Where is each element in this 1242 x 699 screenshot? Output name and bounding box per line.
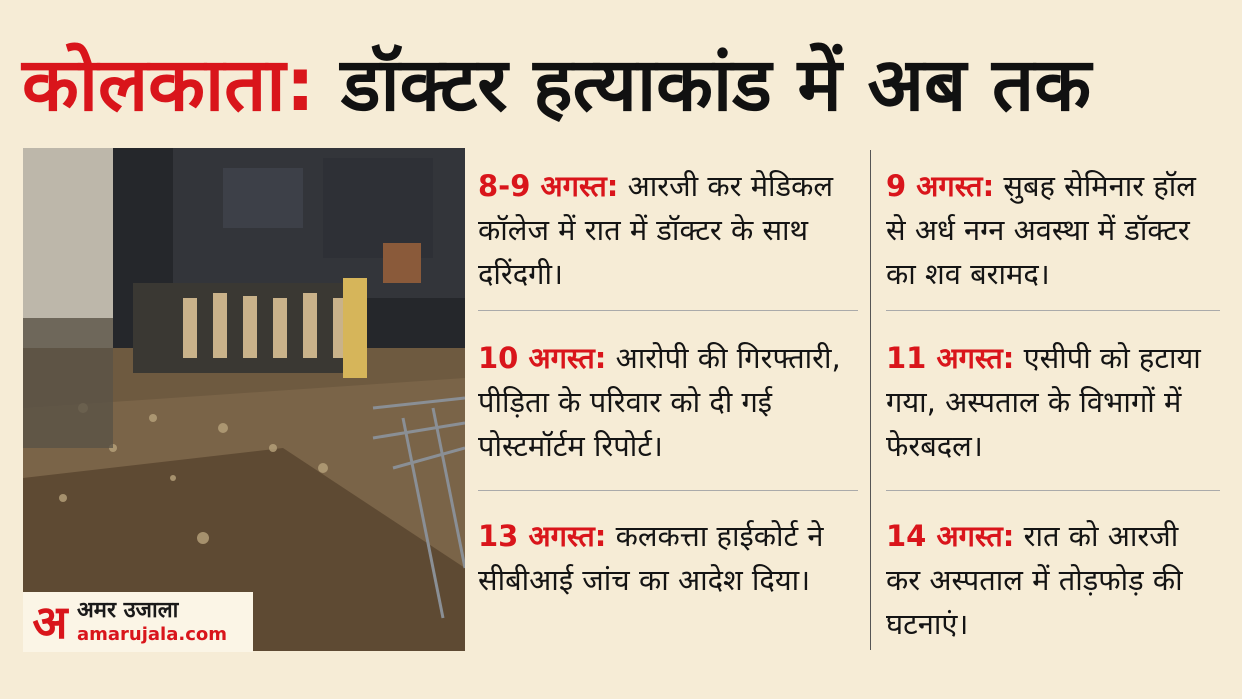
brand-name: अमर उजाला xyxy=(77,598,179,623)
entry-divider xyxy=(886,310,1220,311)
entry-date: 8-9 अगस्त: xyxy=(478,169,619,203)
entry-date: 9 अगस्त: xyxy=(886,169,995,203)
timeline-entry xyxy=(886,514,1220,646)
timeline-right-column xyxy=(886,148,1220,651)
news-photo xyxy=(23,148,465,651)
entry-date: 11 अगस्त: xyxy=(886,341,1015,375)
brand-mark-icon: अ xyxy=(32,595,68,649)
entry-divider xyxy=(478,490,858,491)
entry-text: कलकत्ता हाईकोर्ट ने सीबीआई जांच का आदेश दिया। xyxy=(478,519,824,597)
headline-city: कोलकाता: xyxy=(22,42,316,128)
timeline-entry xyxy=(478,336,858,468)
brand-logo xyxy=(23,592,253,652)
entry-date: 10 अगस्त: xyxy=(478,341,607,375)
entry-text: आरोपी की गिरफ्तारी, पीड़िता के परिवार को दी गई पोस्टमॉर्टम रिपोर्ट। xyxy=(478,341,841,463)
vandalism-scene-image xyxy=(23,148,465,651)
entry-text: रात को आरजी कर अस्पताल में तोड़फोड़ की घटनाएं। xyxy=(886,519,1183,641)
headline xyxy=(22,30,1222,140)
timeline-entry xyxy=(478,164,858,296)
timeline-entry xyxy=(886,164,1220,296)
timeline-entry xyxy=(886,336,1220,468)
entry-divider xyxy=(886,490,1220,491)
entry-divider xyxy=(478,310,858,311)
entry-text: आरजी कर मेडिकल कॉलेज में रात में डॉक्टर के साथ दरिंदगी। xyxy=(478,169,834,291)
entry-text: एसीपी को हटाया गया, अस्पताल के विभागों में फेरबदल। xyxy=(886,341,1201,463)
entry-date: 14 अगस्त: xyxy=(886,519,1015,553)
brand-url: amarujala.com xyxy=(77,624,228,645)
entry-date: 13 अगस्त: xyxy=(478,519,607,553)
headline-rest: डॉक्टर हत्याकांड में अब तक xyxy=(315,42,1092,128)
column-divider xyxy=(870,150,871,650)
timeline-entry xyxy=(478,514,858,602)
timeline-left-column xyxy=(478,148,858,651)
entry-text: सुबह सेमिनार हॉल से अर्ध नग्न अवस्था में डॉक्टर का शव बरामद। xyxy=(886,169,1196,291)
